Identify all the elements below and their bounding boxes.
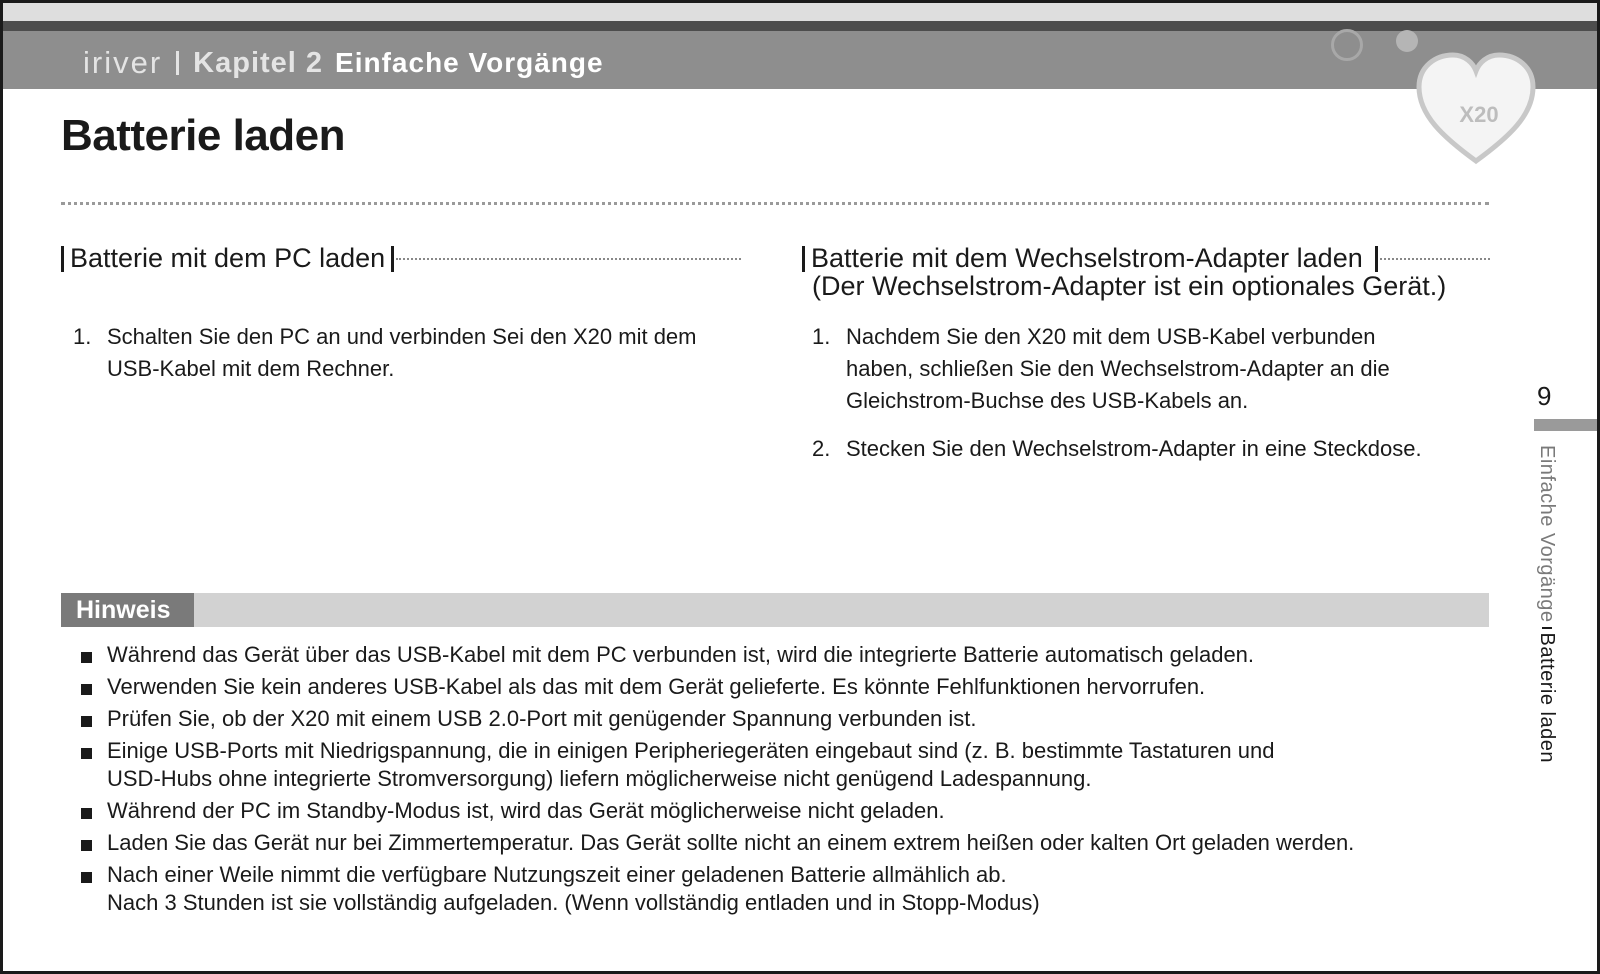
top-stripe-light xyxy=(3,3,1597,21)
step-text-cont: USB-Kabel mit dem Rechner. xyxy=(107,356,395,381)
note-text: Laden Sie das Gerät nur bei Zimmertemperatur. Das Gerät sollte nicht an einem extrem heißen oder kalten Ort geladen werden. xyxy=(107,830,1355,855)
chapter-title: Einfache Vorgänge xyxy=(335,47,604,78)
left-heading-text: Batterie mit dem PC laden xyxy=(70,243,386,273)
left-steps-list xyxy=(73,321,773,401)
hint-label: Hinweis xyxy=(61,593,194,627)
side-running-title xyxy=(1535,445,1558,763)
bullet-square-icon xyxy=(81,748,92,759)
list-item xyxy=(81,829,1501,857)
right-steps-list xyxy=(812,321,1502,481)
hint-bar xyxy=(61,593,1489,627)
heading-dots xyxy=(1380,258,1490,260)
note-text: Während der PC im Standby-Modus ist, wird das Gerät möglicherweise nicht geladen. xyxy=(107,798,945,823)
list-item xyxy=(81,797,1501,825)
decorative-ring-icon xyxy=(1331,29,1363,61)
chapter-label: Kapitel 2 xyxy=(193,46,324,79)
iriver-logo: iriver xyxy=(83,45,163,80)
list-item xyxy=(81,705,1501,733)
note-text: Einige USB-Ports mit Niedrigspannung, die in einigen Peripheriegeräten eingebaut sind (z. B. bestimmte Tastaturen und xyxy=(107,738,1275,763)
side-section-text: Einfache Vorgänge xyxy=(1536,445,1558,623)
left-section-heading xyxy=(61,243,741,274)
side-separator xyxy=(1542,627,1552,629)
step-number: 1. xyxy=(812,324,831,349)
right-subheading: (Der Wechselstrom-Adapter ist ein optionales Gerät.) xyxy=(812,271,1447,301)
heading-bar-right xyxy=(391,246,394,272)
side-tab-marker xyxy=(1534,419,1600,431)
header-separator xyxy=(176,51,179,75)
list-item xyxy=(73,321,773,385)
note-text: Prüfen Sie, ob der X20 mit einem USB 2.0-Port mit genügender Spannung verbunden ist. xyxy=(107,706,977,731)
heading-bar-right xyxy=(1375,246,1378,272)
header-brand xyxy=(83,41,604,85)
step-text: Schalten Sie den PC an und verbinden Sei den X20 mit dem xyxy=(107,324,697,349)
list-item xyxy=(81,673,1501,701)
list-item xyxy=(81,861,1501,917)
heading-bar-left xyxy=(802,246,805,272)
list-item xyxy=(81,641,1501,669)
bullet-square-icon xyxy=(81,808,92,819)
side-topic-text: Batterie laden xyxy=(1536,632,1558,763)
dotted-divider xyxy=(61,202,1489,205)
step-number: 1. xyxy=(73,324,92,349)
bullet-square-icon xyxy=(81,840,92,851)
right-heading-text: Batterie mit dem Wechselstrom-Adapter laden xyxy=(811,243,1363,273)
step-text: Nachdem Sie den X20 mit dem USB-Kabel verbunden xyxy=(846,324,1376,349)
note-text: Verwenden Sie kein anderes USB-Kabel als das mit dem Gerät gelieferte. Es könnte Fehlfunktionen hervorrufen. xyxy=(107,674,1206,699)
step-text: Stecken Sie den Wechselstrom-Adapter in eine Steckdose. xyxy=(846,436,1422,461)
badge-model-text: X20 xyxy=(1459,102,1499,127)
step-text-cont: Gleichstrom-Buchse des USB-Kabels an. xyxy=(846,388,1249,413)
right-section-heading xyxy=(802,243,1490,274)
x20-heart-badge-icon xyxy=(1413,49,1539,167)
heading-dots xyxy=(396,258,741,260)
step-number: 2. xyxy=(812,436,831,461)
list-item xyxy=(812,433,1502,465)
note-text: Nach einer Weile nimmt die verfügbare Nutzungszeit einer geladenen Batterie allmählich ab. xyxy=(107,862,1007,887)
hint-notes-list xyxy=(81,641,1501,921)
note-text: Während das Gerät über das USB-Kabel mit dem PC verbunden ist, wird die integrierte Batterie automatisch geladen. xyxy=(107,642,1255,667)
top-stripe-dark xyxy=(3,21,1597,31)
heading-bar-left xyxy=(61,246,64,272)
list-item xyxy=(812,321,1502,417)
note-text-cont: Nach 3 Stunden ist sie vollständig aufgeladen. (Wenn vollständig entladen und in Stopp-Modus) xyxy=(107,890,1040,915)
page-number: 9 xyxy=(1537,381,1552,411)
note-text-cont: USD-Hubs ohne integrierte Stromversorgung) liefern möglicherweise nicht genügend Ladespannung. xyxy=(107,766,1092,791)
page-title: Batterie laden xyxy=(61,111,345,160)
bullet-square-icon xyxy=(81,652,92,663)
step-text-cont: haben, schließen Sie den Wechselstrom-Adapter an die xyxy=(846,356,1390,381)
list-item xyxy=(81,737,1501,793)
bullet-square-icon xyxy=(81,716,92,727)
bullet-square-icon xyxy=(81,684,92,695)
bullet-square-icon xyxy=(81,872,92,883)
